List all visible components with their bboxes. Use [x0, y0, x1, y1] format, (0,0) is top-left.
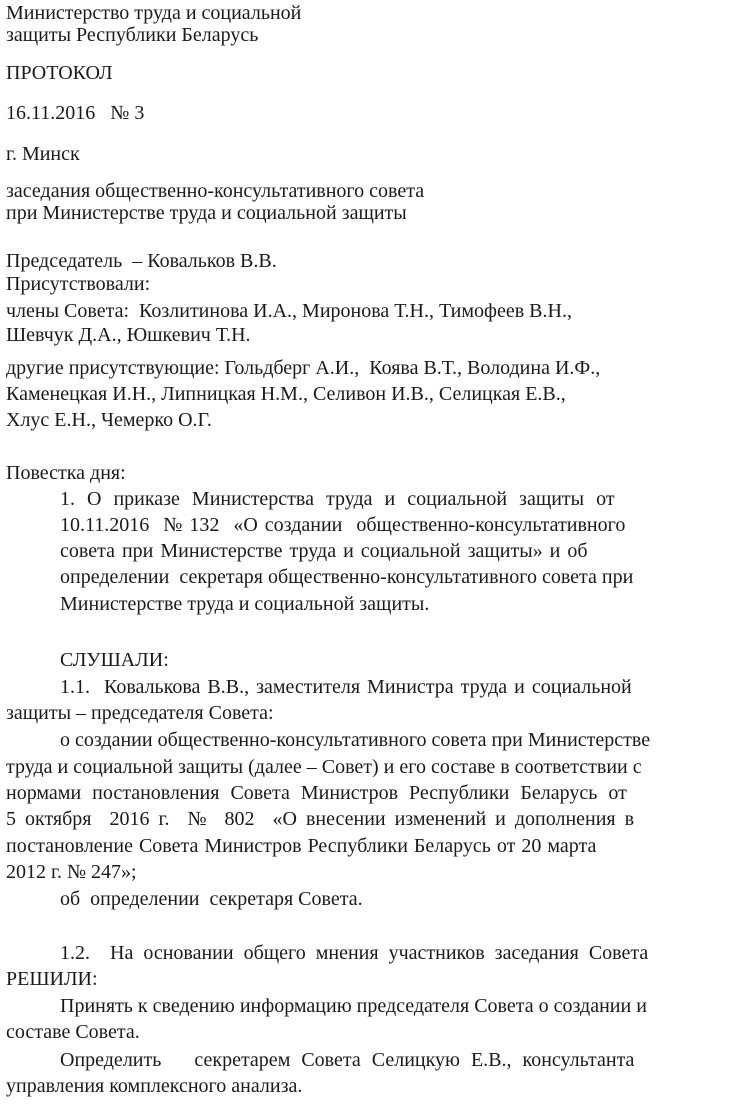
heard-p1-line1: 1.1. Ковалькова В.В., заместителя Министра труда и социальной: [60, 676, 632, 698]
org-name-line1: Министерство труда и социальной: [6, 2, 302, 24]
present-label: Присутствовали:: [6, 273, 151, 295]
heard-p2-line2: труда и социальной защиты (далее – Совет) и его составе в соответствии с: [6, 756, 642, 778]
decided-p3-line1: Определить секретарем Совета Селицкую Е.В., консультанта: [60, 1049, 635, 1071]
heard-p2-line6: 2012 г. № 247»;: [6, 861, 137, 883]
city: г. Минск: [6, 143, 80, 165]
agenda-item1-line1: 1. О приказе Министерства труда и социальной защиты от: [60, 488, 615, 510]
members-line1: члены Совета: Козлитинова И.А., Миронова Т.Н., Тимофеев В.Н.,: [6, 300, 572, 322]
decided-p2-line2: составе Совета.: [6, 1021, 140, 1043]
heard-p2-line3: нормами постановления Совета Министров Республики Беларусь от: [6, 782, 627, 804]
decided-p1-line2: РЕШИЛИ:: [6, 968, 98, 990]
heard-p2-line1: о создании общественно-консультативного совета при Министерстве: [60, 729, 651, 751]
chair: Председатель – Ковальков В.В.: [6, 250, 277, 272]
heard-p2-line5: постановление Совета Министров Республики Беларусь от 20 марта: [6, 835, 597, 857]
agenda-item1-line4: определении секретаря общественно-консультативного совета при: [60, 566, 634, 588]
agenda-item1-line2: 10.11.2016 № 132 «О создании общественно-консультативного: [60, 514, 626, 536]
date-number: 16.11.2016 № 3: [6, 102, 145, 124]
others-line1: другие присутствующие: Гольдберг А.И., Коява В.Т., Володина И.Ф.,: [6, 357, 601, 379]
decided-p2-line1: Принять к сведению информацию председателя Совета о создании и: [60, 995, 647, 1017]
subject-line2: при Министерстве труда и социальной защиты: [6, 202, 407, 224]
heard-p1-line2: защиты – председателя Совета:: [6, 702, 274, 724]
doc-type: ПРОТОКОЛ: [6, 62, 113, 84]
heard-p2-line4: 5 октября 2016 г. № 802 «О внесении изменений и дополнения в: [6, 808, 635, 830]
others-line2: Каменецкая И.Н., Липницкая Н.М., Селивон И.В., Селицкая Е.В.,: [6, 383, 566, 405]
agenda-label: Повестка дня:: [6, 462, 126, 484]
heard-p3-line1: об определении секретаря Совета.: [60, 888, 363, 910]
members-line2: Шевчук Д.А., Юшкевич Т.Н.: [6, 324, 251, 346]
decided-p1-line1: 1.2. На основании общего мнения участников заседания Совета: [60, 942, 649, 964]
agenda-item1-line5: Министерстве труда и социальной защиты.: [60, 593, 430, 615]
agenda-item1-line3: совета при Министерстве труда и социальной защиты» и об: [60, 540, 588, 562]
subject-line1: заседания общественно-консультативного совета: [6, 180, 425, 202]
decided-p3-line2: управления комплексного анализа.: [6, 1075, 303, 1097]
heard-label: СЛУШАЛИ:: [60, 649, 169, 671]
others-line3: Хлус Е.Н., Чемерко О.Г.: [6, 409, 212, 431]
org-name-line2: защиты Республики Беларусь: [6, 24, 259, 46]
